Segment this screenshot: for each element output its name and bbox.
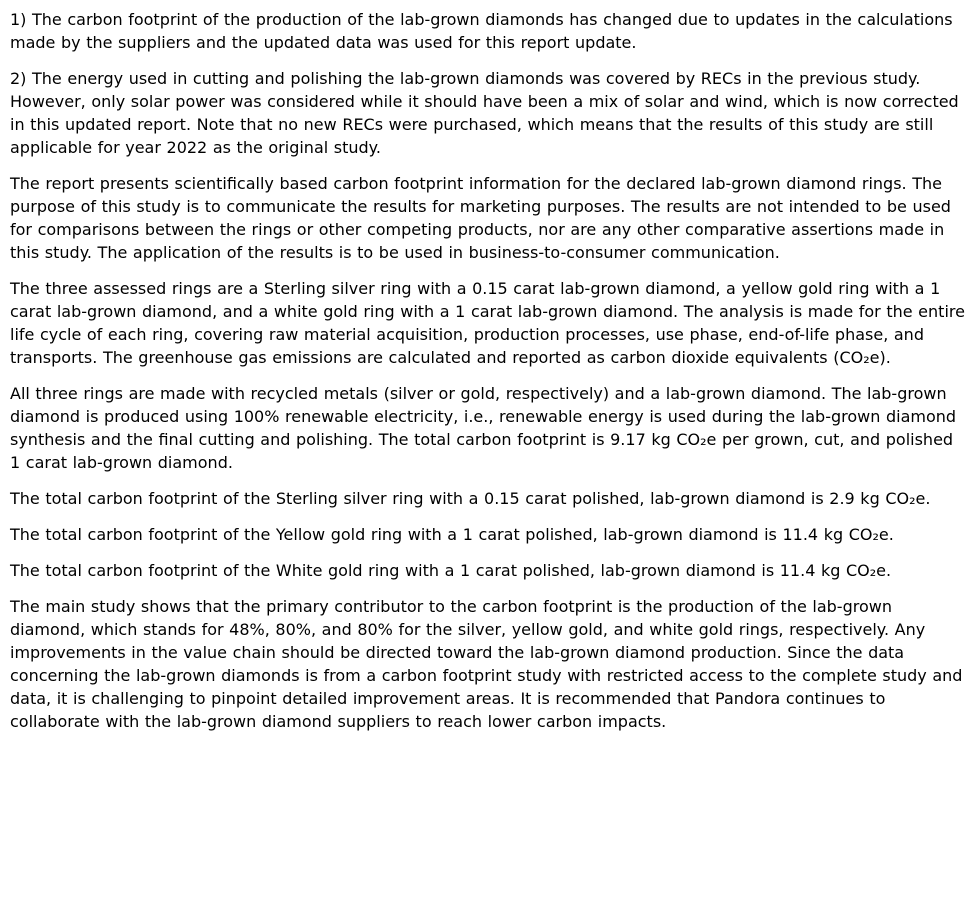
- paragraph-yellow-gold-ring-footprint: The total carbon footprint of the Yellow gold ring with a 1 carat polished, lab-grown diamond is 11.4 kg CO₂e.: [10, 525, 894, 544]
- paragraph-report-purpose: The report presents scientifically based carbon footprint information for the declared lab-grown diamond rings. The purpose of this study is to communicate the results for marketing purposes. The results are not intended to be used for comparisons between the rings or other competing products, nor are any other comparative assertions made in this study. The application of the results is to be used in business-to-consumer communication.: [10, 174, 951, 262]
- paragraph-update-note-2: 2) The energy used in cutting and polishing the lab-grown diamonds was covered by RECs in the previous study. However, only solar power was considered while it should have been a mix of solar and wind, which is now corrected in this updated report. Note that no new RECs were purchased, which means that the results of this study are still applicable for year 2022 as the original study.: [10, 69, 959, 157]
- paragraph-white-gold-ring-footprint: The total carbon footprint of the White gold ring with a 1 carat polished, lab-grown diamond is 11.4 kg CO₂e.: [10, 561, 892, 580]
- paragraph-main-study-conclusion: The main study shows that the primary contributor to the carbon footprint is the production of the lab-grown diamond, which stands for 48%, 80%, and 80% for the silver, yellow gold, and white gold rings, respectively. Any improvements in the value chain should be directed toward the lab-grown diamond production. Since the data concerning the lab-grown diamonds is from a carbon footprint study with restricted access to the complete study and data, it is challenging to pinpoint detailed improvement areas. It is recommended that Pandora continues to collaborate with the lab-grown diamond suppliers to reach lower carbon impacts.: [10, 597, 963, 731]
- paragraph-assessed-rings: The three assessed rings are a Sterling silver ring with a 0.15 carat lab-grown diamond, a yellow gold ring with a 1 carat lab-grown diamond, and a white gold ring with a 1 carat lab-grown diamond. The analysis is made for the entire life cycle of each ring, covering raw material acquisition, production processes, use phase, end-of-life phase, and transports. The greenhouse gas emissions are calculated and reported as carbon dioxide equivalents (CO₂e).: [10, 279, 965, 367]
- paragraph-silver-ring-footprint: The total carbon footprint of the Sterling silver ring with a 0.15 carat polished, lab-grown diamond is 2.9 kg CO₂e.: [10, 489, 931, 508]
- paragraph-recycled-metals: All three rings are made with recycled metals (silver or gold, respectively) and a lab-grown diamond. The lab-grown diamond is produced using 100% renewable electricity, i.e., renewable energy is used during the lab-grown diamond synthesis and the final cutting and polishing. The total carbon footprint is 9.17 kg CO₂e per grown, cut, and polished 1 carat lab-grown diamond.: [10, 384, 957, 472]
- paragraph-update-note-1: 1) The carbon footprint of the production of the lab-grown diamonds has changed due to updates in the calculations made by the suppliers and the updated data was used for this report update.: [10, 10, 953, 52]
